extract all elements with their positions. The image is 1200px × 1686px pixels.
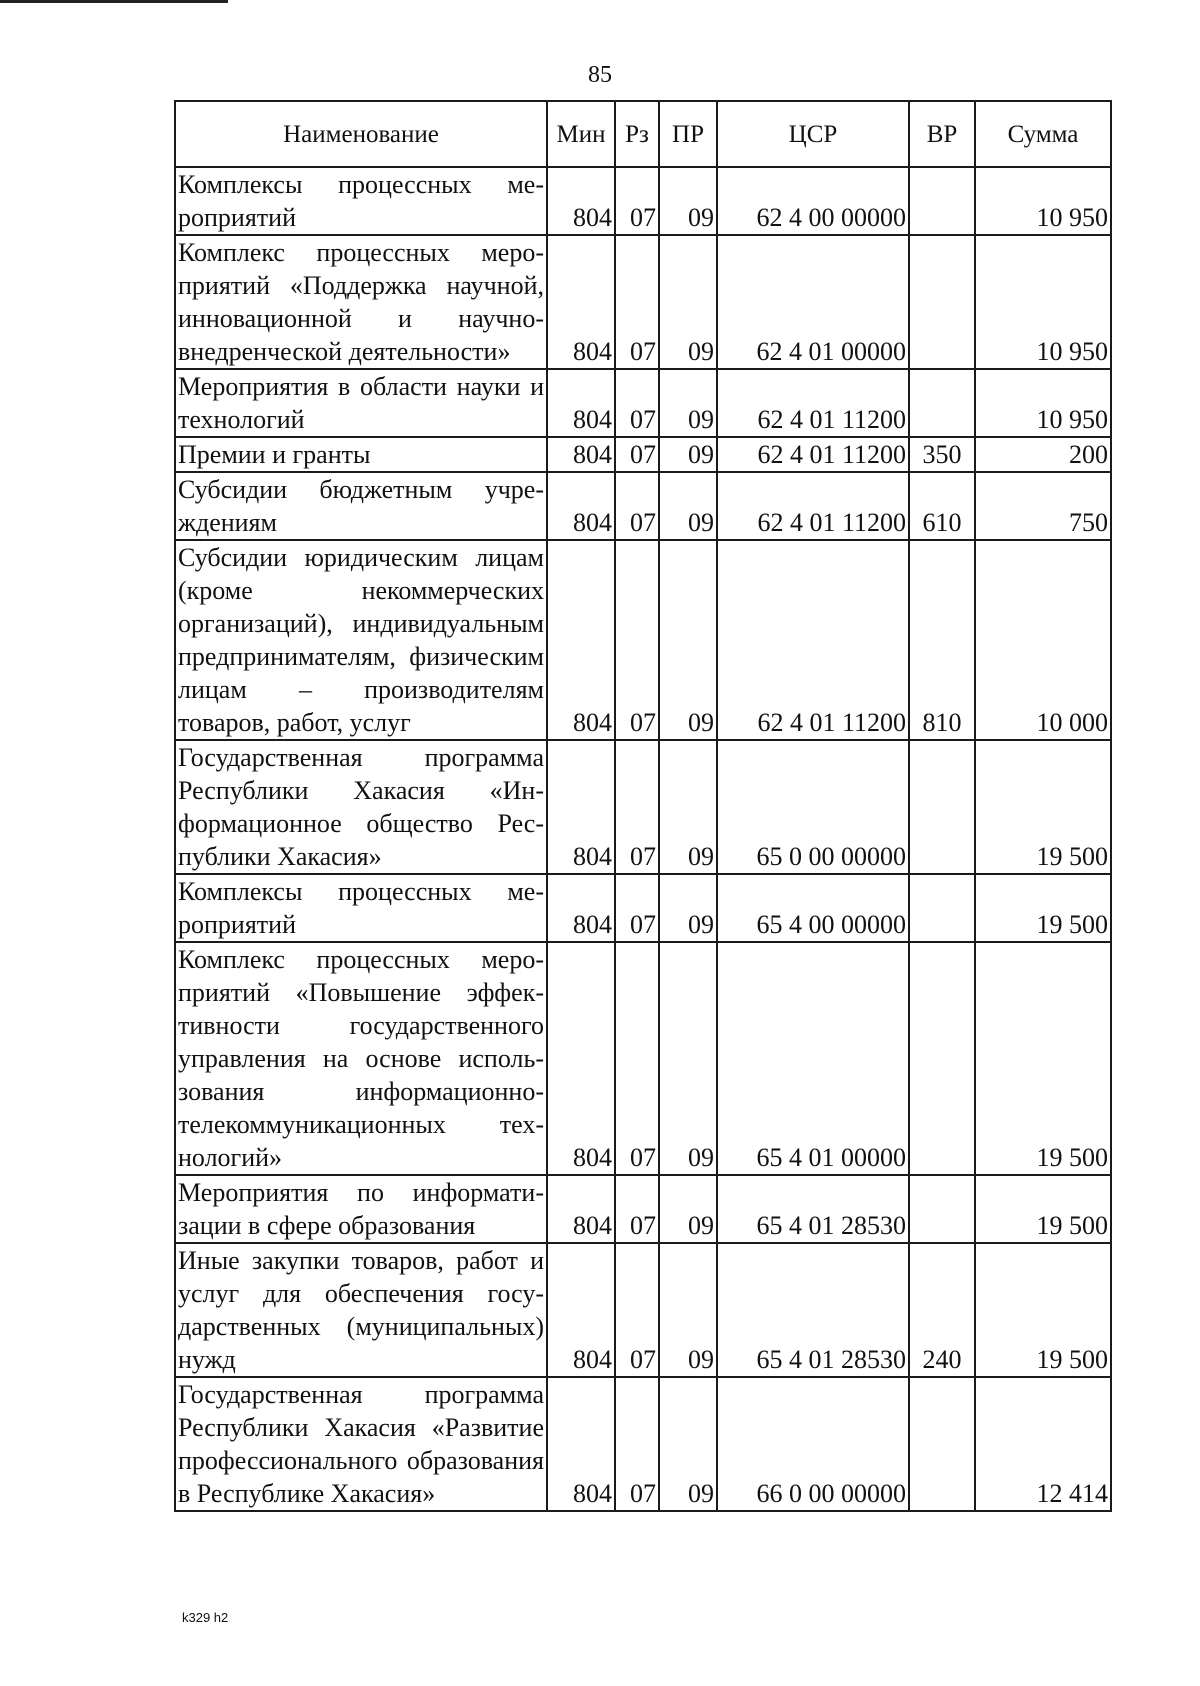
row-csr-cell: 65 0 00 00000 (717, 740, 909, 874)
row-pr-cell: 09 (659, 472, 717, 540)
row-vr-cell (909, 167, 975, 235)
row-vr-cell (909, 740, 975, 874)
row-min-cell: 804 (547, 1243, 615, 1377)
row-csr-cell: 62 4 01 11200 (717, 437, 909, 472)
row-name-cell: Государственная программа Республики Хакасия «Развитие профессионального образования в Республике Хакасия» (175, 1377, 547, 1511)
row-pr-cell: 09 (659, 369, 717, 437)
row-pr-cell: 09 (659, 1175, 717, 1243)
row-rz-cell: 07 (615, 167, 659, 235)
row-csr-cell: 65 4 01 28530 (717, 1175, 909, 1243)
row-min-cell: 804 (547, 540, 615, 740)
column-header-min: Мин (547, 101, 615, 167)
column-header-sum: Сумма (975, 101, 1111, 167)
row-sum-cell: 19 500 (975, 874, 1111, 942)
row-vr-cell: 810 (909, 540, 975, 740)
table-row (175, 740, 1111, 874)
row-name-cell: Субсидии бюджетным учреждениям (175, 472, 547, 540)
table-header-row (175, 101, 1111, 167)
row-min-cell: 804 (547, 472, 615, 540)
footer-code: k329 h2 (182, 1610, 229, 1625)
table-row (175, 874, 1111, 942)
row-csr-cell: 62 4 01 11200 (717, 472, 909, 540)
row-sum-cell: 200 (975, 437, 1111, 472)
row-rz-cell: 07 (615, 1175, 659, 1243)
row-sum-cell: 19 500 (975, 740, 1111, 874)
row-csr-cell: 62 4 01 11200 (717, 369, 909, 437)
row-csr-cell: 62 4 01 11200 (717, 540, 909, 740)
row-pr-cell: 09 (659, 1243, 717, 1377)
table-row (175, 540, 1111, 740)
row-min-cell: 804 (547, 369, 615, 437)
column-header-name: Наименование (175, 101, 547, 167)
top-rule (0, 0, 228, 3)
row-vr-cell (909, 942, 975, 1175)
row-pr-cell: 09 (659, 167, 717, 235)
row-csr-cell: 66 0 00 00000 (717, 1377, 909, 1511)
table-row (175, 235, 1111, 369)
row-rz-cell: 07 (615, 1243, 659, 1377)
budget-table (174, 100, 1112, 1512)
row-sum-cell: 750 (975, 472, 1111, 540)
row-sum-cell: 12 414 (975, 1377, 1111, 1511)
row-name-cell: Комплексы процессных мероприятий (175, 167, 547, 235)
column-header-rz: Рз (615, 101, 659, 167)
row-vr-cell (909, 874, 975, 942)
row-min-cell: 804 (547, 1175, 615, 1243)
row-name-cell: Субсидии юридическим лицам (кроме некоммерческих организаций), индивидуальным предпринимателям, физическим лицам – производителям товаров, работ, услуг (175, 540, 547, 740)
row-csr-cell: 65 4 01 28530 (717, 1243, 909, 1377)
row-csr-cell: 65 4 00 00000 (717, 874, 909, 942)
row-name-cell: Государственная программа Республики Хакасия «Информационное общество Республики Хакасия» (175, 740, 547, 874)
row-rz-cell: 07 (615, 540, 659, 740)
row-min-cell: 804 (547, 740, 615, 874)
row-sum-cell: 10 950 (975, 369, 1111, 437)
table-row (175, 1175, 1111, 1243)
row-min-cell: 804 (547, 942, 615, 1175)
column-header-csr: ЦСР (717, 101, 909, 167)
row-csr-cell: 62 4 01 00000 (717, 235, 909, 369)
row-vr-cell (909, 1175, 975, 1243)
row-rz-cell: 07 (615, 437, 659, 472)
row-pr-cell: 09 (659, 235, 717, 369)
row-csr-cell: 65 4 01 00000 (717, 942, 909, 1175)
table-row (175, 472, 1111, 540)
row-vr-cell: 350 (909, 437, 975, 472)
row-pr-cell: 09 (659, 540, 717, 740)
row-min-cell: 804 (547, 235, 615, 369)
table-row (175, 1377, 1111, 1511)
table-row (175, 167, 1111, 235)
page-number: 85 (588, 62, 612, 88)
row-sum-cell: 19 500 (975, 942, 1111, 1175)
row-name-cell: Комплексы процессных мероприятий (175, 874, 547, 942)
row-pr-cell: 09 (659, 942, 717, 1175)
row-pr-cell: 09 (659, 874, 717, 942)
row-vr-cell (909, 369, 975, 437)
row-name-cell: Мероприятия по информатизации в сфере образования (175, 1175, 547, 1243)
row-min-cell: 804 (547, 167, 615, 235)
row-csr-cell: 62 4 00 00000 (717, 167, 909, 235)
row-sum-cell: 10 950 (975, 235, 1111, 369)
row-min-cell: 804 (547, 437, 615, 472)
row-name-cell: Комплекс процессных мероприятий «Поддержка научной, инновационной и научно-внедренческой деятельности» (175, 235, 547, 369)
row-vr-cell: 240 (909, 1243, 975, 1377)
row-sum-cell: 10 000 (975, 540, 1111, 740)
table-row (175, 942, 1111, 1175)
row-sum-cell: 10 950 (975, 167, 1111, 235)
row-rz-cell: 07 (615, 235, 659, 369)
row-name-cell: Премии и гранты (175, 437, 547, 472)
row-rz-cell: 07 (615, 942, 659, 1175)
row-pr-cell: 09 (659, 437, 717, 472)
row-name-cell: Мероприятия в области науки и технологий (175, 369, 547, 437)
row-rz-cell: 07 (615, 472, 659, 540)
row-name-cell: Комплекс процессных мероприятий «Повышение эффективности государственного управления на основе использования информационно-телекоммуникационных технологий» (175, 942, 547, 1175)
row-min-cell: 804 (547, 874, 615, 942)
row-vr-cell: 610 (909, 472, 975, 540)
row-sum-cell: 19 500 (975, 1243, 1111, 1377)
row-rz-cell: 07 (615, 369, 659, 437)
table-row (175, 1243, 1111, 1377)
row-name-cell: Иные закупки товаров, работ и услуг для обеспечения государственных (муниципальных) нужд (175, 1243, 547, 1377)
row-min-cell: 804 (547, 1377, 615, 1511)
row-vr-cell (909, 235, 975, 369)
table-row (175, 369, 1111, 437)
table-row (175, 437, 1111, 472)
row-vr-cell (909, 1377, 975, 1511)
row-sum-cell: 19 500 (975, 1175, 1111, 1243)
row-rz-cell: 07 (615, 1377, 659, 1511)
row-pr-cell: 09 (659, 1377, 717, 1511)
row-rz-cell: 07 (615, 874, 659, 942)
row-rz-cell: 07 (615, 740, 659, 874)
row-pr-cell: 09 (659, 740, 717, 874)
column-header-vr: ВР (909, 101, 975, 167)
column-header-pr: ПР (659, 101, 717, 167)
